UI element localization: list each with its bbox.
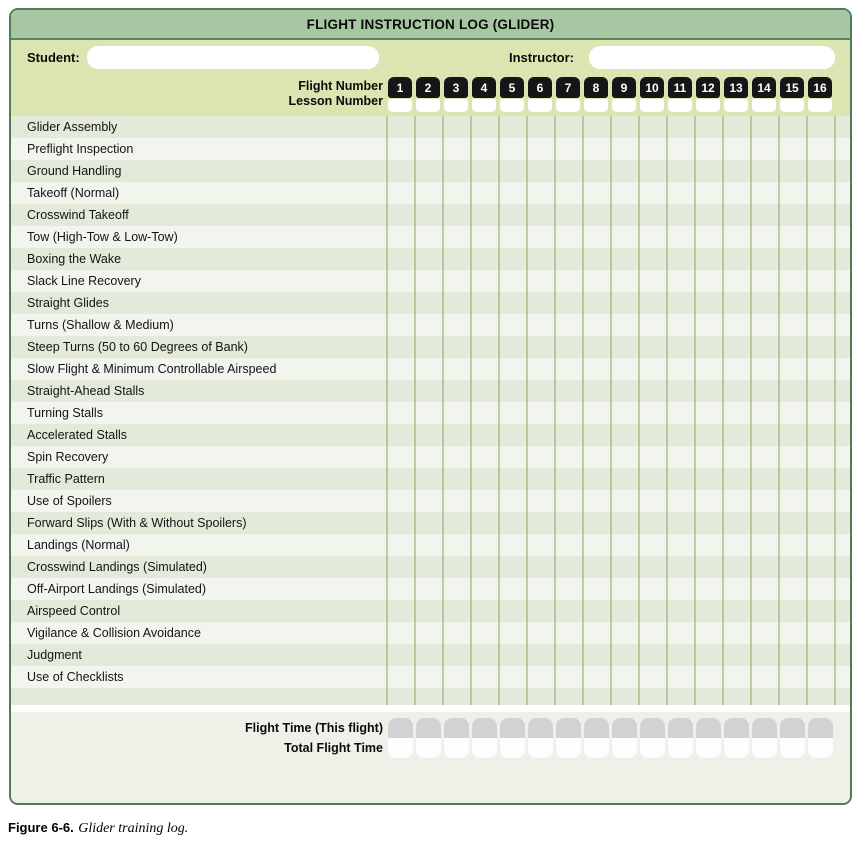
flight-number-badge-1: 1 xyxy=(388,77,412,98)
total-time-cell-7[interactable] xyxy=(556,738,581,758)
time-column-5 xyxy=(500,718,525,758)
lesson-number-cell-13[interactable] xyxy=(724,99,748,112)
task-row xyxy=(11,644,850,666)
flight-number-badge-6: 6 xyxy=(528,77,552,98)
total-time-cell-2[interactable] xyxy=(416,738,441,758)
task-row xyxy=(11,600,850,622)
flight-column-4 xyxy=(472,77,496,112)
lesson-number-cell-12[interactable] xyxy=(696,99,720,112)
flight-time-cell-16[interactable] xyxy=(808,718,833,738)
task-label: Preflight Inspection xyxy=(27,142,134,156)
task-row-empty xyxy=(11,688,850,705)
lesson-number-cell-7[interactable] xyxy=(556,99,580,112)
time-column-16 xyxy=(808,718,833,758)
task-row xyxy=(11,336,850,358)
time-column-15 xyxy=(780,718,805,758)
total-time-cell-11[interactable] xyxy=(668,738,693,758)
total-time-cell-3[interactable] xyxy=(444,738,469,758)
figure-caption-text: Glider training log. xyxy=(78,821,189,836)
instructor-input[interactable] xyxy=(589,46,835,69)
time-column-4 xyxy=(472,718,497,758)
lesson-number-cell-4[interactable] xyxy=(472,99,496,112)
lesson-number-label: Lesson Number xyxy=(288,94,383,108)
task-label: Glider Assembly xyxy=(27,120,118,134)
flight-column-9 xyxy=(612,77,636,112)
time-column-2 xyxy=(416,718,441,758)
task-row xyxy=(11,402,850,424)
task-label: Slack Line Recovery xyxy=(27,274,141,288)
task-label: Tow (High-Tow & Low-Tow) xyxy=(27,230,178,244)
flight-time-cell-14[interactable] xyxy=(752,718,777,738)
total-time-cell-12[interactable] xyxy=(696,738,721,758)
lesson-number-cell-6[interactable] xyxy=(528,99,552,112)
task-grid xyxy=(11,116,850,705)
task-label: Crosswind Takeoff xyxy=(27,208,129,222)
flight-column-16 xyxy=(808,77,832,112)
task-label: Use of Checklists xyxy=(27,670,124,684)
flight-time-cell-15[interactable] xyxy=(780,718,805,738)
time-column-3 xyxy=(444,718,469,758)
total-flight-time-label: Total Flight Time xyxy=(284,741,383,755)
flight-number-badge-3: 3 xyxy=(444,77,468,98)
lesson-number-cell-14[interactable] xyxy=(752,99,776,112)
lesson-number-cell-11[interactable] xyxy=(668,99,692,112)
lesson-number-cell-16[interactable] xyxy=(808,99,832,112)
task-label: Ground Handling xyxy=(27,164,122,178)
flight-time-section xyxy=(11,712,850,803)
student-label: Student: xyxy=(27,50,80,65)
task-label: Steep Turns (50 to 60 Degrees of Bank) xyxy=(27,340,248,354)
task-label: Use of Spoilers xyxy=(27,494,112,508)
total-time-cell-8[interactable] xyxy=(584,738,609,758)
task-row xyxy=(11,666,850,688)
flight-time-labels xyxy=(11,718,383,758)
task-label: Takeoff (Normal) xyxy=(27,186,120,200)
task-label: Boxing the Wake xyxy=(27,252,122,266)
task-label: Straight Glides xyxy=(27,296,109,310)
flight-instruction-log-form xyxy=(9,8,852,805)
task-label: Off-Airport Landings (Simulated) xyxy=(27,582,207,596)
task-row xyxy=(11,248,850,270)
flight-number-badge-12: 12 xyxy=(696,77,720,98)
task-row xyxy=(11,490,850,512)
time-column-14 xyxy=(752,718,777,758)
task-label: Crosswind Landings (Simulated) xyxy=(27,560,207,574)
student-input[interactable] xyxy=(87,46,379,69)
task-row xyxy=(11,226,850,248)
flight-time-cell-3[interactable] xyxy=(444,718,469,738)
flight-time-columns xyxy=(388,718,833,758)
task-label: Turning Stalls xyxy=(27,406,103,420)
task-row xyxy=(11,292,850,314)
lesson-number-cell-1[interactable] xyxy=(388,99,412,112)
flight-time-cell-1[interactable] xyxy=(388,718,413,738)
lesson-number-cell-15[interactable] xyxy=(780,99,804,112)
total-time-cell-6[interactable] xyxy=(528,738,553,758)
form-title: FLIGHT INSTRUCTION LOG (GLIDER) xyxy=(306,16,555,32)
flight-number-badge-9: 9 xyxy=(612,77,636,98)
task-label: Judgment xyxy=(27,648,82,662)
task-label: Accelerated Stalls xyxy=(27,428,128,442)
form-title-bar xyxy=(11,10,850,40)
task-row xyxy=(11,534,850,556)
flight-number-badge-11: 11 xyxy=(668,77,692,98)
task-label: Spin Recovery xyxy=(27,450,109,464)
form-header-section xyxy=(11,40,850,116)
total-time-cell-13[interactable] xyxy=(724,738,749,758)
time-column-12 xyxy=(696,718,721,758)
total-time-cell-15[interactable] xyxy=(780,738,805,758)
flight-time-label: Flight Time (This flight) xyxy=(245,721,383,735)
lesson-number-cell-9[interactable] xyxy=(612,99,636,112)
task-row xyxy=(11,468,850,490)
flight-time-cell-13[interactable] xyxy=(724,718,749,738)
total-time-cell-4[interactable] xyxy=(472,738,497,758)
task-label: Landings (Normal) xyxy=(27,538,130,552)
flight-number-badge-16: 16 xyxy=(808,77,832,98)
flight-column-5 xyxy=(500,77,524,112)
task-row xyxy=(11,138,850,160)
flight-column-3 xyxy=(444,77,468,112)
total-time-cell-16[interactable] xyxy=(808,738,833,758)
figure-number: Figure 6-6. xyxy=(8,820,74,835)
task-row xyxy=(11,358,850,380)
total-time-cell-5[interactable] xyxy=(500,738,525,758)
total-time-cell-14[interactable] xyxy=(752,738,777,758)
flight-time-cell-8[interactable] xyxy=(584,718,609,738)
time-column-9 xyxy=(612,718,637,758)
flight-time-cell-10[interactable] xyxy=(640,718,665,738)
time-column-8 xyxy=(584,718,609,758)
total-time-cell-1[interactable] xyxy=(388,738,413,758)
flight-time-cell-11[interactable] xyxy=(668,718,693,738)
flight-time-cell-4[interactable] xyxy=(472,718,497,738)
total-time-cell-9[interactable] xyxy=(612,738,637,758)
task-row xyxy=(11,116,850,138)
lesson-number-cell-3[interactable] xyxy=(444,99,468,112)
flight-column-14 xyxy=(752,77,776,112)
time-column-13 xyxy=(724,718,749,758)
flight-column-10 xyxy=(640,77,664,112)
flight-number-badge-7: 7 xyxy=(556,77,580,98)
flight-number-badge-8: 8 xyxy=(584,77,608,98)
flight-number-badge-4: 4 xyxy=(472,77,496,98)
task-label: Vigilance & Collision Avoidance xyxy=(27,626,201,640)
time-column-10 xyxy=(640,718,665,758)
task-row xyxy=(11,512,850,534)
task-row xyxy=(11,380,850,402)
flight-number-badge-14: 14 xyxy=(752,77,776,98)
task-label: Forward Slips (With & Without Spoilers) xyxy=(27,516,247,530)
flight-column-1 xyxy=(388,77,412,112)
instructor-label: Instructor: xyxy=(509,50,574,65)
flight-number-badge-13: 13 xyxy=(724,77,748,98)
figure-caption xyxy=(8,819,188,837)
lesson-number-cell-2[interactable] xyxy=(416,99,440,112)
flight-time-cell-7[interactable] xyxy=(556,718,581,738)
flight-number-badge-2: 2 xyxy=(416,77,440,98)
task-row xyxy=(11,578,850,600)
time-column-7 xyxy=(556,718,581,758)
flight-column-15 xyxy=(780,77,804,112)
flight-time-cell-6[interactable] xyxy=(528,718,553,738)
task-row xyxy=(11,424,850,446)
time-column-6 xyxy=(528,718,553,758)
flight-column-11 xyxy=(668,77,692,112)
task-label: Airspeed Control xyxy=(27,604,121,618)
time-column-11 xyxy=(668,718,693,758)
flight-column-7 xyxy=(556,77,580,112)
flight-column-12 xyxy=(696,77,720,112)
flight-column-6 xyxy=(528,77,552,112)
flight-column-2 xyxy=(416,77,440,112)
time-column-1 xyxy=(388,718,413,758)
task-label: Slow Flight & Minimum Controllable Airspeed xyxy=(27,362,277,376)
flight-number-badge-5: 5 xyxy=(500,77,524,98)
task-row xyxy=(11,314,850,336)
task-row xyxy=(11,160,850,182)
flight-number-columns xyxy=(388,77,832,112)
task-row xyxy=(11,182,850,204)
flight-time-cell-9[interactable] xyxy=(612,718,637,738)
task-row xyxy=(11,446,850,468)
flight-number-label: Flight Number xyxy=(298,79,383,93)
lesson-number-cell-5[interactable] xyxy=(500,99,524,112)
task-row xyxy=(11,556,850,578)
flight-column-13 xyxy=(724,77,748,112)
task-label: Straight-Ahead Stalls xyxy=(27,384,145,398)
task-row xyxy=(11,204,850,226)
lesson-number-cell-10[interactable] xyxy=(640,99,664,112)
flight-time-cell-5[interactable] xyxy=(500,718,525,738)
task-row xyxy=(11,622,850,644)
flight-column-8 xyxy=(584,77,608,112)
lesson-number-cell-8[interactable] xyxy=(584,99,608,112)
total-time-cell-10[interactable] xyxy=(640,738,665,758)
task-label: Traffic Pattern xyxy=(27,472,105,486)
task-label: Turns (Shallow & Medium) xyxy=(27,318,174,332)
flight-time-cell-12[interactable] xyxy=(696,718,721,738)
number-header-labels xyxy=(11,79,383,109)
flight-number-badge-15: 15 xyxy=(780,77,804,98)
flight-time-cell-2[interactable] xyxy=(416,718,441,738)
section-divider xyxy=(11,705,850,712)
flight-number-badge-10: 10 xyxy=(640,77,664,98)
task-row xyxy=(11,270,850,292)
